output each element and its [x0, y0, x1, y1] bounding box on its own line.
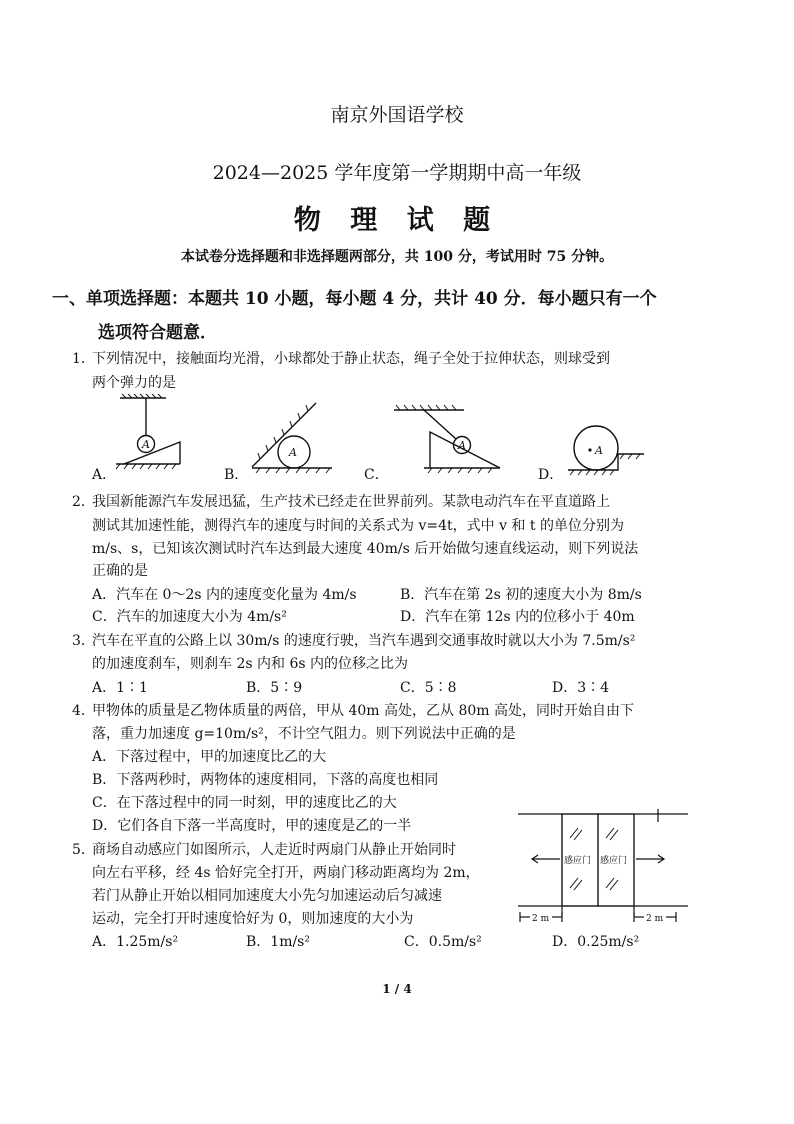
q4-number: 4．	[72, 703, 95, 719]
q4-option-c: C．在下落过程中的同一时刻，甲的速度比乙的大	[92, 795, 397, 811]
q2-stem-line4: 正确的是	[92, 563, 148, 579]
q1-ball-label-c: A	[458, 439, 466, 452]
q1-option-c: C．	[364, 467, 389, 483]
q3-option-b: B．5∶9	[246, 680, 303, 696]
q5-stem-line3: 若门从静止开始以相同加速度大小先匀加速运动后匀减速	[92, 888, 442, 904]
q4-option-d: D．它们各自下落一半高度时，甲的速度是乙的一半	[92, 818, 412, 834]
q5-door-label-right: 感应门	[600, 856, 628, 866]
q2-option-a: A．汽车在 0～2s 内的速度变化量为 4m/s	[92, 587, 357, 603]
q2-option-c: C．汽车的加速度大小为 4m/s²	[92, 609, 287, 625]
school-name: 南京外国语学校	[330, 104, 464, 126]
q1-option-a: A．	[92, 467, 117, 483]
q2-stem-line1: 我国新能源汽车发展迅猛，生产技术已经走在世界前列。某款电动汽车在平直道路上	[92, 494, 610, 510]
q3-option-d: D．3∶4	[552, 680, 610, 696]
q2-option-d: D．汽车在第 12s 内的位移小于 40m	[400, 609, 635, 625]
q3-option-c: C．5∶8	[400, 680, 457, 696]
q1-figure-a	[116, 394, 180, 469]
q5-stem-line4: 运动，完全打开时速度恰好为 0，则加速度的大小为	[92, 911, 414, 927]
page-number: 1 / 4	[382, 982, 412, 996]
q2-option-b: B．汽车在第 2s 初的速度大小为 8m/s	[400, 587, 642, 603]
q4-option-a: A．下落过程中，甲的加速度比乙的大	[92, 749, 327, 765]
q5-dim-left: 2 m	[532, 914, 550, 924]
q3-stem-line1: 汽车在平直的公路上以 30m/s 的速度行驶，当汽车遇到交通事故时就以大小为 7.5m/s²	[92, 633, 636, 649]
q5-option-b: B．1m/s²	[246, 934, 310, 950]
q1-ball-label-d: A	[595, 444, 603, 457]
q5-door-figure	[512, 808, 698, 928]
q1-stem-line1: 下列情况中，接触面均光滑，小球都处于静止状态，绳子全处于拉伸状态，则球受到	[92, 351, 610, 367]
exam-subject: 物 理 试 题	[293, 205, 501, 236]
section-heading-cont: 选项符合题意．	[98, 323, 217, 343]
q5-option-c: C．0.5m/s²	[404, 934, 482, 950]
q5-option-d: D．0.25m/s²	[552, 934, 640, 950]
q2-stem-line3: m/s、s，已知该次测试时汽车达到最大速度 40m/s 后开始做匀速直线运动，则下列说法	[92, 541, 639, 557]
q1-figure-c	[394, 405, 500, 473]
q2-stem-line2: 测试其加速性能，测得汽车的速度与时间的关系式为 v=4t，式中 v 和 t 的单位分别为	[92, 518, 624, 534]
q5-option-a: A．1.25m/s²	[92, 934, 179, 950]
q1-figure-b	[252, 403, 332, 473]
q4-stem-line1: 甲物体的质量是乙物体质量的两倍，甲从 40m 高处，乙从 80m 高处，同时开始自由下	[92, 703, 634, 719]
q4-stem-line2: 落，重力加速度 g=10m/s²，不计空气阻力。则下列说法中正确的是	[92, 726, 516, 742]
q1-figure-d	[568, 426, 644, 475]
q5-dim-right: 2 m	[646, 914, 664, 924]
q1-ball-label-b: A	[289, 446, 297, 459]
q3-option-a: A．1∶1	[92, 680, 148, 696]
q1-stem-line2: 两个弹力的是	[92, 375, 176, 391]
exam-term: 2024—2025 学年度第一学期期中高一年级	[212, 162, 582, 184]
q5-door-label-left: 感应门	[564, 856, 592, 866]
q1-option-d: D．	[538, 467, 564, 483]
q1-ball-label-a: A	[142, 438, 150, 451]
q2-number: 2．	[72, 494, 95, 510]
q3-stem-line2: 的加速度刹车，则刹车 2s 内和 6s 内的位移之比为	[92, 656, 408, 672]
q5-number: 5．	[72, 842, 95, 858]
q5-stem-line1: 商场自动感应门如图所示，人走近时两扇门从静止开始同时	[92, 842, 456, 858]
q1-option-b: B．	[224, 467, 249, 483]
exam-intro: 本试卷分选择题和非选择题两部分，共 100 分，考试用时 75 分钟。	[180, 249, 614, 265]
q3-number: 3．	[72, 633, 95, 649]
q4-option-b: B．下落两秒时，两物体的速度相同，下落的高度也相同	[92, 772, 439, 788]
section-heading: 一、单项选择题：本题共 10 小题，每小题 4 分，共计 40 分．每小题只有一个	[52, 289, 657, 309]
q5-stem-line2: 向左右平移，经 4s 恰好完全打开，两扇门移动距离均为 2m，	[92, 865, 480, 881]
q1-number: 1．	[72, 351, 95, 367]
